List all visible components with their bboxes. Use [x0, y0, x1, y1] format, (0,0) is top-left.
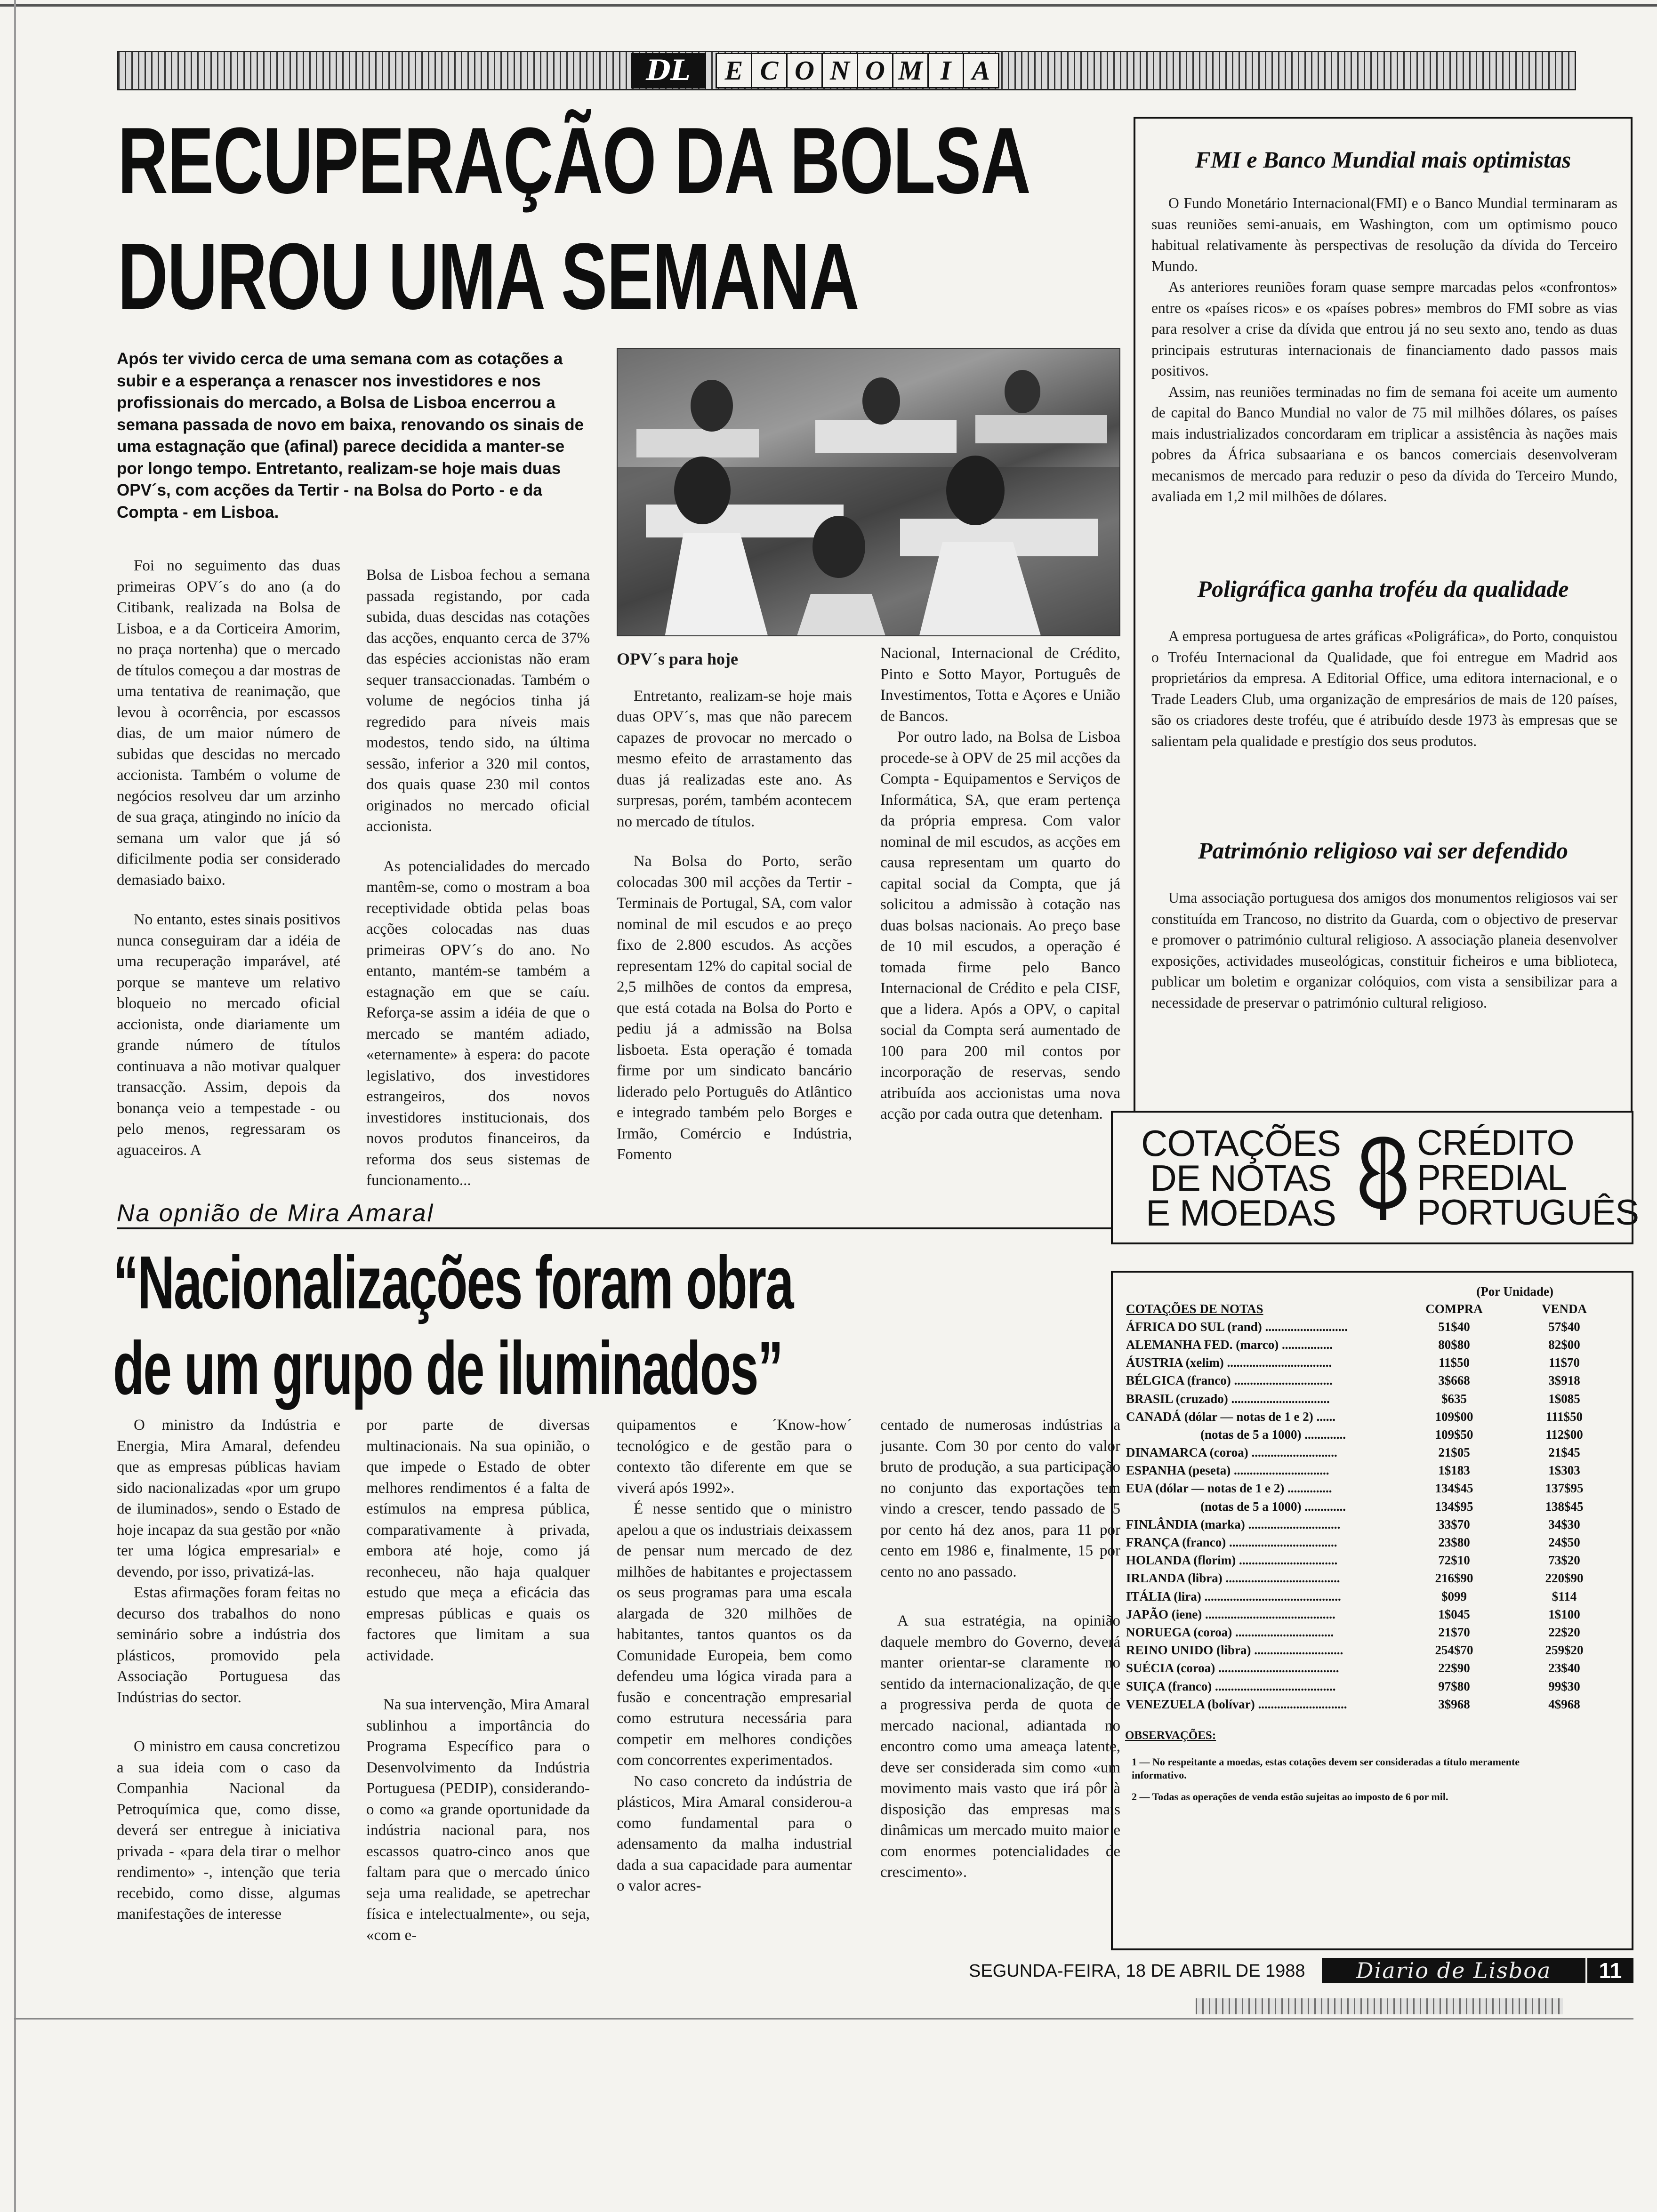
rates-table — [1125, 1300, 1619, 1713]
rate-buy: 72$10 — [1438, 1553, 1470, 1568]
rates-header-row — [1125, 1300, 1619, 1318]
rate-currency: FRANÇA (franco) .................................. — [1126, 1535, 1337, 1550]
rate-buy: 33$70 — [1438, 1517, 1470, 1531]
rates-row — [1125, 1570, 1619, 1587]
rates-row — [1125, 1336, 1619, 1354]
section-letter: M — [893, 53, 929, 88]
rate-sell: 11$70 — [1548, 1355, 1580, 1370]
rates-row — [1125, 1408, 1619, 1426]
paragraph: Entretanto, realizam-se hoje mais duas OPV´s, mas que não parecem capazes de provocar no mercado o mesmo efeito de arrastamento das duas já realizadas este ano. As surpresas, porém, também acontecem no mercado de títulos. — [617, 687, 852, 830]
paragraph: centado de numerosas indústrias a jusante. Com 30 por cento do valor bruto de produção, a sua participação no conjunto das exportações tem vindo a crescer, tendo passado de 5 por cento há dez anos, para 11 por cento em 1986 e, finalmente, 15 por cento no ano passado. — [880, 1417, 1120, 1580]
brief-body — [1151, 193, 1617, 507]
main-headline-line-1: RECUPERAÇÃO DA BOLSA — [118, 108, 1030, 213]
photo-figures — [618, 349, 1120, 636]
rate-buy: 3$968 — [1438, 1697, 1470, 1711]
brief-body — [1151, 888, 1617, 1013]
section-letter: O — [858, 53, 893, 88]
main-column-1 — [117, 555, 340, 1161]
rate-sell: $114 — [1552, 1589, 1577, 1603]
rates-row — [1125, 1318, 1619, 1336]
paragraph: Foi no seguimento das duas primeiras OPV´s do ano (a do Citibank, realizada na Bolsa de Lisboa, e a da Corticeira Amorim, no praça nortenha) que o mercado de títulos começou a dar mostras de uma tentativa de reanimação, que levou à ocorrência, por escassos dias, de um maior número de subidas que descidas no mercado accionista. Também o volume de negócios resolveu dar um arzinho de sua graça, atingindo no início da semana um valor que já só dificilmente podia ser considerado demasiado baixo. — [117, 557, 340, 889]
paragraph: O ministro em causa concretizou a sua ideia com o caso da Companhia Nacional da Petroquímica que, como disse, deverá ser entregue à iniciativa privada - «para dela tirar o melhor rendimento» -, intenção que teria recebido, como disse, algumas manifestações de interesse — [117, 1738, 340, 1923]
rate-sell: 111$50 — [1545, 1409, 1583, 1424]
rate-buy: 51$40 — [1438, 1319, 1470, 1334]
paragraph: Assim, nas reuniões terminadas no fim de semana foi aceite um aumento de capital do Banco Mundial no valor de 75 mil milhões dólares, os países mais industrializados concordaram em triplicar a assistência às nações mais pobres da África subsaariana e os bancos comerciais desenvolveram mecanismos de mercado para reduzir o peso da dívida do Terceiro Mundo, avaliada em 1,2 mil milhões de dólares. — [1151, 383, 1617, 505]
rates-row — [1125, 1695, 1619, 1713]
rate-buy: 22$90 — [1438, 1661, 1470, 1675]
rates-row — [1125, 1390, 1619, 1408]
rate-sell: 34$30 — [1548, 1517, 1580, 1531]
footer-bleed-stripe — [1196, 1998, 1563, 2014]
exchange-rates-box — [1111, 1271, 1633, 1950]
paragraph: Na sua intervenção, Mira Amaral sublinhou a importância do Programa Específico para o Desenvolvimento da Indústria Portuguesa (PEDIP), considerando-o como «a grande oportunidade da indústria nacional para, nos escassos quatro-cinco anos que faltam para que o mercado único seja uma realidade, se apetrechar física e intelectualmente», ou seja, «com e- — [366, 1696, 590, 1944]
paragraph: O Fundo Monetário Internacional(FMI) e o Banco Mundial terminaram as suas reuniões semi-anuais, em Washington, com um optimismo pouco habitual relativamente às perspectivas de resolução da dívida do Terceiro Mundo. — [1151, 195, 1617, 274]
rate-buy: 21$70 — [1438, 1625, 1470, 1639]
rate-sell: 82$00 — [1548, 1337, 1580, 1352]
second-headline-line-1: “Nacionalizações foram obra — [113, 1240, 793, 1324]
rates-row — [1125, 1498, 1619, 1515]
paragraph: Por outro lado, na Bolsa de Lisboa procede-se à OPV de 25 mil acções da Compta - Equipamentos e Serviços de Informática, SA, que eram pertença da própria empresa. Com valor nominal de mil escudos, as acções em causa representam um quarto do capital social da Compta, que já solicitou a admissão à cotação nas duas bolsas nacionais. Ao preço base de 10 mil escudos, a operação é tomada firme pelo Banco Internacional de Crédito e pela CISF, que a lidera. Após a OPV, o capital social da Compta será aumentado de 100 para 200 mil contos por incorporação de reservas, sendo atribuída aos accionistas uma nova acção por cada outra que detenham. — [880, 729, 1120, 1122]
rate-buy: 109$50 — [1435, 1427, 1473, 1442]
paragraph: A sua estratégia, na opinião daquele membro do Governo, deverá manter orientar-se claramente no sentido da internacionalização, de que a progressiva perda de quota de mercado nacional, adiantada no encontro como uma ameaça latente, deve ser considerada sim como «um movimento mais vasto que irá pôr à disposição das empresas mais dinâmicas um mercado muito maior e com enormes potencialidades de crescimento». — [880, 1612, 1120, 1881]
ad-left-text — [1128, 1122, 1354, 1234]
ad-line: PORTUGUÊS — [1417, 1193, 1639, 1233]
paragraph: Nacional, Internacional de Crédito, Pinto e Sotto Mayor, Português de Investimentos, Totta e Açores e União de Bancos. — [880, 645, 1120, 725]
left-edge-line — [14, 0, 16, 2212]
rate-buy: 3$668 — [1438, 1373, 1470, 1388]
paragraph: As potencialidades do mercado mantêm-se, como o mostram a boa receptividade obtida pelas boas acções colocadas nas duas primeiras OPV´s do ano. No entanto, mantém-se também a estagnação em que se caíu. Reforça-se assim a idéia de que o mercado se mantém adiado, «eternamente» à espera: do pacote legislativo, dos investidores estrangeiros, dos novos investidores institucionais, dos novos produtos financeiros, da reforma dos seus sistemas de funcionamento... — [366, 858, 590, 1189]
rate-sell: 3$918 — [1548, 1373, 1580, 1388]
rates-row — [1125, 1480, 1619, 1498]
paragraph: No caso concreto da indústria de plásticos, Mira Amaral considerou-a como fundamental para o adensamento da malha industrial dada a sua capacidade para aumentar o valor acres- — [617, 1772, 852, 1894]
rate-sell: 220$90 — [1545, 1571, 1584, 1586]
rates-row — [1125, 1354, 1619, 1372]
paragraph: Uma associação portuguesa dos amigos dos monumentos religiosos vai ser constituída em Trancoso, no distrito da Guarda, com o objectivo de preservar e promover o património cultural religioso. A associação planeia desenvolver exposições, actividades museológicas, constituir ficheiros e uma biblioteca, publicar um boletim e organizar colóquios, com vista a sensibilizar para a necessidade de preservar o património cultural religioso. — [1151, 890, 1617, 1011]
rate-currency: BÉLGICA (franco) ............................... — [1126, 1373, 1333, 1388]
paragraph: quipamentos e ´Know-how´ tecnológico e de gestão para o contexto tão diferente em que se viverá após 1992». — [617, 1417, 852, 1497]
rate-buy: 216$90 — [1435, 1571, 1473, 1586]
rate-buy: $099 — [1441, 1589, 1467, 1603]
rates-row — [1125, 1444, 1619, 1462]
rate-sell: 138$45 — [1545, 1499, 1584, 1514]
rates-row — [1125, 1677, 1619, 1695]
rate-currency: SUÉCIA (coroa) ...................................... — [1126, 1661, 1339, 1675]
rates-row — [1125, 1462, 1619, 1480]
rates-note: 2 — Todas as operações de venda estão sujeitas ao imposto de 6 por mil. — [1132, 1791, 1448, 1803]
rate-buy: 134$95 — [1435, 1499, 1473, 1514]
rate-sell: 99$30 — [1548, 1679, 1580, 1693]
second-headline-line-2: de um grupo de iluminados” — [113, 1326, 782, 1410]
paragraph: Estas afirmações foram feitas no decurso dos trabalhos do nono seminário sobre a indústria dos plásticos, promovido pela Associação Portuguesa das Indústrias do sector. — [117, 1584, 340, 1706]
section-letter: E — [716, 53, 752, 88]
main-column-2 — [366, 565, 590, 1191]
section-logo: DL — [631, 53, 706, 88]
ad-line: PREDIAL — [1417, 1158, 1567, 1198]
bank-logo-icon — [1355, 1135, 1411, 1225]
paragraph: Bolsa de Lisboa fechou a semana passada registando, por cada subida, duas descidas nas cotações das acções, enquanto cerca de 37% das espécies accionistas não eram sequer transaccionadas. Também o volume de negócios tinha já regredido para níveis mais modestos, tendo sido, na última sessão, inferior a 320 mil contos, dos quais quase 230 mil contos originados no mercado oficial accionista. — [366, 567, 590, 835]
rate-currency: SUIÇA (franco) ...................................... — [1126, 1679, 1336, 1693]
rates-row — [1125, 1659, 1619, 1677]
rates-row — [1125, 1515, 1619, 1533]
rate-sell: 22$20 — [1548, 1625, 1580, 1639]
section-letter: C — [752, 53, 788, 88]
rate-currency: VENEZUELA (bolívar) ............................ — [1126, 1697, 1347, 1711]
rate-buy: 1$183 — [1438, 1463, 1470, 1478]
rate-currency: DINAMARCA (coroa) ........................... — [1126, 1445, 1337, 1460]
section-letter: A — [964, 53, 999, 88]
rate-sell: 1$085 — [1548, 1391, 1580, 1406]
rates-row — [1125, 1642, 1619, 1659]
rate-currency: HOLANDA (florim) ............................... — [1126, 1553, 1338, 1568]
second-kicker: Na opnião de Mira Amaral — [117, 1199, 441, 1227]
rate-buy: 109$00 — [1435, 1409, 1473, 1424]
rates-row — [1125, 1605, 1619, 1623]
paragraph: É nesse sentido que o ministro apelou a que os industriais deixassem de pensar num mercado de dez milhões de habitantes e projectassem os seus programas para uma escala alargada de 320 milhões de habitantes, tantos quantos os da Comunidade Europeia, bem como defendeu uma lógica virada para a fusão e concentração empresarial como estrutura necessária para competir em melhores condições com concorrentes experimentados. — [617, 1500, 852, 1769]
rate-currency: IRLANDA (libra) .................................... — [1126, 1571, 1340, 1586]
rate-currency: EUA (dólar — notas de 1 e 2) .............. — [1126, 1481, 1332, 1496]
rate-currency: ESPANHA (peseta) .............................. — [1126, 1463, 1329, 1478]
rate-currency: BRASIL (cruzado) ............................... — [1126, 1391, 1330, 1406]
second-column-3 — [617, 1415, 852, 1897]
bottom-edge-line — [14, 2018, 1633, 2020]
paragraph: As anteriores reuniões foram quase sempre marcadas pelos «confrontos» entre os «países ricos» e os «países pobres» membros do FMI sobre as vias para resolver a crise da dívida que entrou já no seu sexto ano, tendo as duas principais estruturas internacionais de financiamento dado passos mais positivos. — [1151, 279, 1617, 379]
footer-date: SEGUNDA-FEIRA, 18 DE ABRIL DE 1988 — [969, 1961, 1305, 1981]
rate-sell: 21$45 — [1548, 1445, 1580, 1460]
rate-buy: 11$50 — [1438, 1355, 1470, 1370]
second-column-1 — [117, 1415, 340, 1925]
rate-sell: 73$20 — [1548, 1553, 1580, 1568]
brief-title: Poligráfica ganha troféu da qualidade — [1197, 576, 1569, 602]
rate-currency: ALEMANHA FED. (marco) ................ — [1126, 1337, 1333, 1352]
section-name — [716, 53, 999, 88]
subheading: OPV´s para hoje — [617, 649, 738, 668]
ad-line: COTAÇÕES — [1141, 1122, 1341, 1164]
section-letter: N — [823, 53, 858, 88]
rates-notes-title: OBSERVAÇÕES: — [1125, 1729, 1216, 1742]
paragraph: Na Bolsa do Porto, serão colocadas 300 mil acções da Tertir - Terminais de Portugal, SA, com valor nominal de mil escudos e ao preço fixo de 2.800 escudos. As acções representam 12% do capital social de 2,5 milhões de contos da empresa, que está cotada na Bolsa do Porto e pediu já a admissão na Bolsa lisboeta. Esta operação é tomada firme por um sindicato bancário liderado pelo Português do Atlântico e integrado também pelo Borges e Irmão, Comércio e Indústria, Fomento — [617, 853, 852, 1163]
rate-sell: 57$40 — [1548, 1319, 1580, 1334]
rate-buy: 80$80 — [1438, 1337, 1470, 1352]
rate-buy: 1$045 — [1438, 1607, 1470, 1621]
footer-masthead: Diario de Lisboa — [1322, 1958, 1585, 1983]
ad-line: DE NOTAS — [1150, 1157, 1332, 1199]
rate-buy: 254$70 — [1435, 1643, 1473, 1658]
rates-row — [1125, 1426, 1619, 1443]
ad-right-text — [1417, 1123, 1639, 1233]
footer-page-number: 11 — [1587, 1958, 1633, 1983]
rate-sell: 259$20 — [1545, 1643, 1584, 1658]
trading-floor-photo — [617, 348, 1120, 636]
rate-buy: 134$45 — [1435, 1481, 1473, 1496]
rate-sell: 1$100 — [1548, 1607, 1580, 1621]
section-letter: O — [788, 53, 823, 88]
main-headline-line-2: DUROU UMA SEMANA — [118, 224, 859, 329]
rates-row — [1125, 1372, 1619, 1390]
rates-row — [1125, 1587, 1619, 1605]
paragraph: A empresa portuguesa de artes gráficas «Poligráfica», do Porto, conquistou o Troféu Internacional da Qualidade, que foi entregue em Madrid aos proprietários da empresa. A Editorial Office, uma editora internacional, e o Trade Leaders Club, uma organização de empresários de mais de 120 países, são os criadores deste troféu, que é atribuído desde 1973 às empresas que se salientam pela qualidade e prestígio dos seus produtos. — [1151, 628, 1617, 749]
rate-currency: FINLÂNDIA (marka) ............................. — [1126, 1517, 1341, 1531]
brief-title: FMI e Banco Mundial mais optimistas — [1195, 146, 1571, 173]
rates-note: 1 — No respeitante a moedas, estas cotações devem ser consideradas a título meramente informativo. — [1132, 1756, 1520, 1781]
rate-currency: ITÁLIA (lira) ........................................... — [1126, 1589, 1341, 1603]
brief-body — [1151, 626, 1617, 752]
rate-sell: 23$40 — [1548, 1661, 1580, 1675]
rate-buy: 23$80 — [1438, 1535, 1470, 1550]
rates-header-label: COTAÇÕES DE NOTAS — [1126, 1301, 1263, 1316]
rates-header-buy: COMPRA — [1425, 1301, 1483, 1316]
rate-buy: 97$80 — [1438, 1679, 1470, 1693]
main-column-3 — [617, 649, 852, 1165]
rate-sell: 24$50 — [1548, 1535, 1580, 1550]
rate-currency: (notas de 5 a 1000) ............. — [1200, 1427, 1346, 1442]
rate-currency: REINO UNIDO (libra) ............................ — [1126, 1643, 1343, 1658]
rate-sell: 112$00 — [1545, 1427, 1583, 1442]
second-column-4 — [880, 1415, 1120, 1883]
rates-row — [1125, 1623, 1619, 1641]
rates-header-sell: VENDA — [1541, 1301, 1587, 1316]
rates-row — [1125, 1552, 1619, 1570]
main-column-4 — [880, 643, 1120, 1125]
paragraph: No entanto, estes sinais positivos nunca conseguiram dar a idéia de uma recuperação imparável, até porque se manteve um relativo bloqueio no mercado oficial accionista, onde diariamente um grande número de títulos continuava a não motivar qualquer transacção. Assim, depois da bonança veio a tempestade - ou pelo menos, regressaram os aguaceiros. A — [117, 911, 340, 1159]
rate-sell: 137$95 — [1545, 1481, 1584, 1496]
rates-unit-note: (Por Unidade) — [1476, 1284, 1553, 1298]
top-edge-line — [0, 4, 1657, 7]
rate-currency: NORUEGA (coroa) ............................... — [1126, 1625, 1334, 1639]
ad-line: E MOEDAS — [1146, 1192, 1336, 1234]
rate-sell: 1$303 — [1548, 1463, 1580, 1478]
rate-currency: ÁFRICA DO SUL (rand) .......................... — [1126, 1319, 1348, 1334]
main-lead: Após ter vivido cerca de uma semana com as cotações a subir e a esperança a renascer nos investidores e nos profissionais do mercado, a Bolsa de Lisboa encerrou a semana passada de novo em baixa, renovando os sinais de uma estagnação que (afinal) parece decidida a manter-se por longo tempo. Entretanto, realizam-se hoje mais duas OPV´s, com acções da Tertir - na Bolsa do Porto - e da Compta - em Lisboa. — [117, 350, 584, 521]
article-divider — [117, 1227, 1124, 1229]
ad-line: CRÉDITO — [1417, 1123, 1574, 1163]
brief-title: Património religioso vai ser defendido — [1198, 837, 1569, 864]
rate-currency: ÁUSTRIA (xelim) ................................. — [1126, 1355, 1332, 1370]
rate-currency: (notas de 5 a 1000) ............. — [1200, 1499, 1346, 1514]
rate-currency: CANADÁ (dólar — notas de 1 e 2) ...... — [1126, 1409, 1335, 1424]
paragraph: O ministro da Indústria e Energia, Mira Amaral, defendeu que as empresas públicas haviam sido nacionalizadas «por um grupo de iluminados», sendo o Estado de hoje incapaz da sua gestão por «não ter uma lógica empresarial» e devendo, por isso, privatizá-las. — [117, 1417, 340, 1580]
rate-sell: 4$968 — [1548, 1697, 1580, 1711]
section-letter: I — [929, 53, 964, 88]
second-column-2 — [366, 1415, 590, 1946]
rates-row — [1125, 1533, 1619, 1551]
rate-buy: $635 — [1441, 1391, 1467, 1406]
rate-currency: JAPÃO (iene) ......................................... — [1126, 1607, 1335, 1621]
paragraph: por parte de diversas multinacionais. Na sua opinião, o que impede o Estado de obter melhores rendimentos é a falta de estímulos na empresa pública, comparativamente à privada, embora até hoje, como já reconheceu, não haja qualquer estudo que meça a eficácia das empresas públicas e quais os factores que limitam a sua actividade. — [366, 1417, 590, 1664]
rate-buy: 21$05 — [1438, 1445, 1470, 1460]
